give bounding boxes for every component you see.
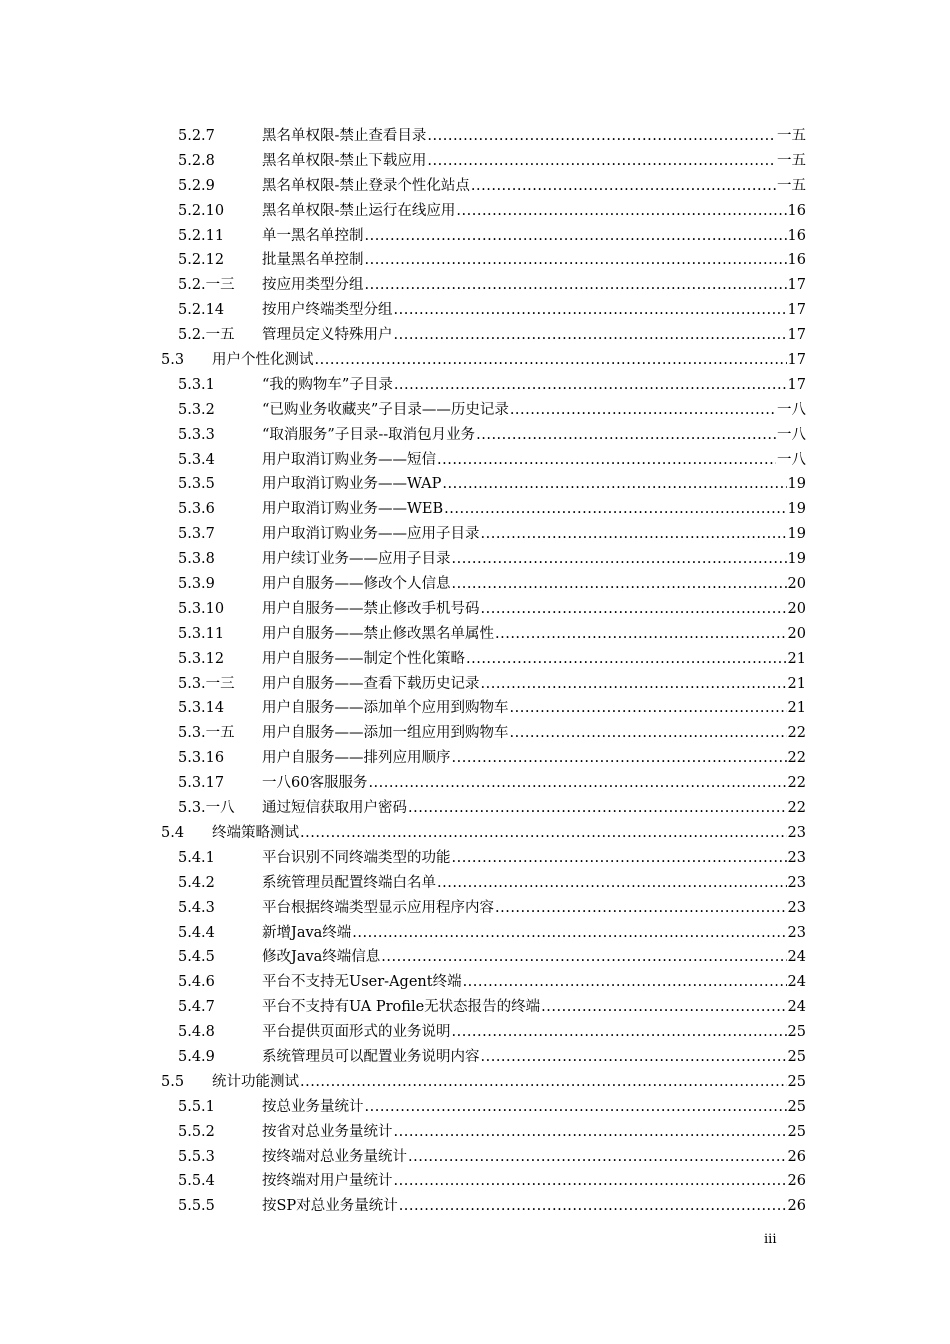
toc-entry-line [262, 1169, 806, 1194]
toc-entry-line [262, 945, 806, 970]
toc-entry-number: 5.3 [161, 352, 185, 369]
toc-entry-page: 25 [787, 1098, 806, 1115]
toc-entry-number: 5.3.一五 [178, 725, 235, 742]
toc-entry-page: 一八 [777, 401, 806, 418]
toc-entry-page: 一五 [777, 128, 806, 144]
toc-entry-number: 5.2.8 [178, 152, 215, 169]
toc-dot-leader [481, 1045, 787, 1070]
toc-entry-title: 用户自服务——查看下载历史记录 [262, 675, 480, 692]
toc-dot-leader [437, 871, 787, 896]
toc-entry-title: 按用户终端类型分组 [262, 302, 393, 319]
toc-entry-line [262, 796, 806, 821]
toc-entry-number: 5.4.5 [178, 949, 215, 966]
toc-entry[interactable] [0, 273, 950, 298]
toc-entry[interactable] [0, 672, 950, 697]
toc-entry-line [262, 1095, 806, 1120]
toc-entry-line [262, 771, 806, 796]
toc-entry-line [262, 323, 806, 348]
toc-entry-title: “取消服务”子目录--取消包月业务 [262, 426, 476, 443]
toc-dot-leader [510, 721, 787, 746]
toc-entry[interactable] [0, 896, 950, 921]
toc-entry-title: 按总业务量统计 [262, 1098, 364, 1115]
toc-dot-leader [476, 423, 776, 448]
toc-dot-leader [315, 348, 787, 373]
toc-entry[interactable] [0, 970, 950, 995]
toc-entry-page: 19 [787, 526, 806, 543]
toc-entry-page: 23 [787, 899, 806, 916]
toc-entry[interactable] [0, 921, 950, 946]
toc-entry-number: 5.5.3 [178, 1148, 215, 1165]
toc-entry-line [262, 547, 806, 572]
toc-entry-page: 21 [787, 700, 806, 717]
toc-entry[interactable] [0, 647, 950, 672]
toc-entry-line [262, 174, 806, 199]
toc-entry-line [262, 423, 806, 448]
toc-entry-line [212, 1070, 806, 1095]
toc-entry-number: 5.3.12 [178, 650, 225, 667]
toc-entry-title: 用户自服务——禁止修改手机号码 [262, 600, 480, 617]
toc-dot-leader [365, 224, 787, 249]
toc-entry-page: 24 [787, 949, 806, 966]
toc-entry-line [262, 746, 806, 771]
toc-entry-number: 5.4.8 [178, 1024, 215, 1041]
toc-entry-page: 24 [787, 974, 806, 991]
toc-dot-leader [394, 323, 787, 348]
toc-entry-line [262, 398, 806, 423]
toc-entry-page: 24 [787, 999, 806, 1016]
toc-entry-title: 黑名单权限-禁止运行在线应用 [262, 202, 456, 219]
toc-entry-page: 17 [787, 327, 806, 344]
toc-entry[interactable] [0, 547, 950, 572]
toc-entry-title: 一八60客服服务 [262, 775, 368, 792]
toc-dot-leader [463, 970, 787, 995]
toc-entry-number: 5.3.6 [178, 501, 215, 518]
toc-entry[interactable] [0, 696, 950, 721]
page-number: iii [764, 1232, 777, 1247]
toc-entry-title: 按应用类型分组 [262, 277, 364, 294]
toc-entry-title: 用户自服务——排列应用顺序 [262, 750, 451, 767]
toc-entry-page: 26 [787, 1148, 806, 1165]
toc-entry-title: 平台不支持有UA Profile无状态报告的终端 [262, 999, 541, 1016]
toc-dot-leader [452, 846, 787, 871]
table-of-contents [0, 124, 950, 1219]
toc-dot-leader [452, 547, 787, 572]
toc-entry[interactable] [0, 1194, 950, 1219]
toc-dot-leader [381, 945, 786, 970]
toc-dot-leader [300, 821, 787, 846]
toc-entry[interactable] [0, 398, 950, 423]
toc-entry-page: 25 [787, 1024, 806, 1041]
toc-entry-title: 用户取消订购业务——短信 [262, 451, 436, 468]
toc-entry-line [212, 348, 806, 373]
toc-dot-leader [368, 771, 786, 796]
toc-entry-number: 5.3.2 [178, 401, 215, 418]
toc-entry-line [262, 995, 806, 1020]
toc-entry-line [262, 846, 806, 871]
toc-entry-title: 按终端对用户量统计 [262, 1173, 393, 1190]
toc-dot-leader [452, 1020, 787, 1045]
toc-entry[interactable] [0, 423, 950, 448]
toc-entry-line [262, 448, 806, 473]
toc-entry-page: 16 [787, 202, 806, 219]
toc-entry-line [262, 572, 806, 597]
toc-dot-leader [365, 273, 787, 298]
toc-entry-page: 一八 [777, 426, 806, 443]
toc-entry-number: 5.3.一八 [178, 800, 235, 817]
toc-dot-leader [427, 124, 776, 149]
toc-entry-number: 5.2.12 [178, 252, 225, 269]
toc-entry-title: 统计功能测试 [212, 1073, 299, 1090]
toc-entry-line [262, 1045, 806, 1070]
toc-entry-number: 5.5.5 [178, 1198, 215, 1215]
toc-dot-leader [510, 398, 776, 423]
toc-dot-leader [456, 199, 786, 224]
toc-entry-number: 5.3.11 [178, 625, 225, 642]
toc-dot-leader [437, 448, 776, 473]
toc-dot-leader [481, 672, 787, 697]
toc-entry-number: 5.2.14 [178, 302, 225, 319]
toc-entry[interactable] [0, 472, 950, 497]
toc-entry-line [262, 248, 806, 273]
toc-entry-title: 用户取消订购业务——WAP [262, 476, 442, 493]
toc-entry-line [262, 696, 806, 721]
toc-entry[interactable] [0, 1169, 950, 1194]
toc-entry-page: 23 [787, 824, 806, 841]
toc-entry-title: 黑名单权限-禁止查看目录 [262, 128, 427, 144]
toc-entry-title: 平台识别不同终端类型的功能 [262, 849, 451, 866]
toc-dot-leader [466, 647, 787, 672]
toc-entry-number: 5.4.2 [178, 874, 215, 891]
toc-entry-line [262, 273, 806, 298]
toc-entry-page: 23 [787, 874, 806, 891]
toc-dot-leader [481, 597, 787, 622]
toc-entry[interactable] [0, 846, 950, 871]
toc-entry-page: 19 [787, 551, 806, 568]
toc-entry-title: 通过短信获取用户密码 [262, 800, 407, 817]
toc-entry[interactable] [0, 746, 950, 771]
toc-entry-title: 用户个性化测试 [212, 352, 314, 369]
toc-entry-title: 按SP对总业务量统计 [262, 1198, 398, 1215]
toc-entry-title: 用户自服务——添加一组应用到购物车 [262, 725, 509, 742]
toc-entry-page: 19 [787, 501, 806, 518]
toc-entry-page: 20 [787, 600, 806, 617]
toc-entry-number: 5.2.10 [178, 202, 225, 219]
toc-entry-line [262, 1194, 806, 1219]
toc-entry-number: 5.2.11 [178, 227, 225, 244]
toc-entry-number: 5.2.一五 [178, 327, 235, 344]
toc-entry-page: 25 [787, 1073, 806, 1090]
toc-dot-leader [481, 522, 787, 547]
toc-entry-title: 用户取消订购业务——应用子目录 [262, 526, 480, 543]
toc-entry-page: 19 [787, 476, 806, 493]
toc-entry-title: 按省对总业务量统计 [262, 1123, 393, 1140]
toc-dot-leader [495, 896, 787, 921]
toc-dot-leader [394, 1120, 787, 1145]
toc-entry-number: 5.3.16 [178, 750, 225, 767]
toc-entry-title: 用户自服务——制定个性化策略 [262, 650, 465, 667]
toc-entry-line [262, 921, 806, 946]
toc-entry-line [262, 298, 806, 323]
toc-entry-page: 20 [787, 625, 806, 642]
toc-dot-leader [452, 746, 787, 771]
toc-entry[interactable] [0, 199, 950, 224]
toc-entry-number: 5.3.7 [178, 526, 215, 543]
toc-entry-page: 22 [787, 800, 806, 817]
toc-entry[interactable] [0, 945, 950, 970]
toc-dot-leader [365, 1095, 787, 1120]
toc-entry-number: 5.2.9 [178, 177, 215, 194]
toc-entry-line [262, 224, 806, 249]
toc-entry-title: 平台根据终端类型显示应用程序内容 [262, 899, 494, 916]
toc-entry[interactable] [0, 224, 950, 249]
toc-dot-leader [300, 1070, 787, 1095]
toc-entry-page: 21 [787, 650, 806, 667]
toc-entry-title: 终端策略测试 [212, 824, 299, 841]
toc-entry[interactable] [0, 448, 950, 473]
toc-dot-leader [510, 696, 787, 721]
toc-entry-page: 17 [787, 302, 806, 319]
toc-entry[interactable] [0, 721, 950, 746]
toc-entry-line [262, 871, 806, 896]
toc-entry-title: 新增Java终端 [262, 924, 352, 941]
toc-dot-leader [408, 796, 787, 821]
toc-entry[interactable] [0, 1145, 950, 1170]
toc-entry-title: 管理员定义特殊用户 [262, 327, 393, 344]
toc-entry-title: 黑名单权限-禁止下载应用 [262, 152, 427, 169]
toc-entry[interactable] [0, 348, 950, 373]
toc-entry-line [262, 199, 806, 224]
toc-entry-line [212, 821, 806, 846]
toc-entry-page: 22 [787, 775, 806, 792]
toc-entry-page: 17 [787, 352, 806, 369]
toc-entry-page: 17 [787, 277, 806, 294]
toc-entry[interactable] [0, 995, 950, 1020]
toc-entry-number: 5.3.8 [178, 551, 215, 568]
toc-entry[interactable] [0, 497, 950, 522]
toc-dot-leader [394, 1169, 787, 1194]
toc-entry-number: 5.3.5 [178, 476, 215, 493]
toc-entry-page: 21 [787, 675, 806, 692]
toc-entry-page: 16 [787, 252, 806, 269]
toc-dot-leader [495, 622, 787, 647]
toc-entry-number: 5.3.9 [178, 576, 215, 593]
toc-entry[interactable] [0, 149, 950, 174]
toc-entry-page: 25 [787, 1048, 806, 1065]
toc-entry-number: 5.4.3 [178, 899, 215, 916]
toc-entry[interactable] [0, 1070, 950, 1095]
toc-entry-title: 系统管理员配置终端白名单 [262, 874, 436, 891]
toc-entry[interactable] [0, 622, 950, 647]
toc-entry-title: 批量黑名单控制 [262, 252, 364, 269]
toc-entry-number: 5.4.7 [178, 999, 215, 1016]
toc-entry-page: 16 [787, 227, 806, 244]
toc-entry-title: 用户取消订购业务——WEB [262, 501, 444, 518]
toc-entry-title: 用户自服务——禁止修改黑名单属性 [262, 625, 494, 642]
toc-entry[interactable] [0, 1120, 950, 1145]
toc-dot-leader [399, 1194, 787, 1219]
toc-entry-line [262, 522, 806, 547]
toc-entry-title: 修改Java终端信息 [262, 949, 381, 966]
toc-entry-number: 5.4.9 [178, 1048, 215, 1065]
toc-entry-line [262, 124, 806, 149]
toc-entry[interactable] [0, 248, 950, 273]
toc-entry-number: 5.3.一三 [178, 675, 235, 692]
toc-entry-line [262, 1145, 806, 1170]
toc-dot-leader [365, 248, 787, 273]
toc-entry-line [262, 373, 806, 398]
toc-entry-line [262, 497, 806, 522]
toc-entry-page: 25 [787, 1123, 806, 1140]
toc-entry-page: 22 [787, 750, 806, 767]
toc-entry-title: 用户自服务——添加单个应用到购物车 [262, 700, 509, 717]
toc-entry-number: 5.3.17 [178, 775, 225, 792]
toc-entry-page: 17 [787, 376, 806, 393]
toc-entry-line [262, 1120, 806, 1145]
toc-dot-leader [427, 149, 776, 174]
toc-entry-title: 用户自服务——修改个人信息 [262, 576, 451, 593]
toc-entry[interactable] [0, 124, 950, 149]
toc-entry-line [262, 1020, 806, 1045]
toc-entry-number: 5.3.14 [178, 700, 225, 717]
toc-entry[interactable] [0, 522, 950, 547]
toc-entry-number: 5.5.4 [178, 1173, 215, 1190]
toc-entry[interactable] [0, 298, 950, 323]
toc-entry-title: “已购业务收藏夹”子目录——历史记录 [262, 401, 509, 418]
toc-entry[interactable] [0, 1020, 950, 1045]
toc-dot-leader [408, 1145, 787, 1170]
toc-entry-page: 一五 [777, 177, 806, 194]
toc-entry-title: 用户续订业务——应用子目录 [262, 551, 451, 568]
toc-dot-leader [444, 497, 786, 522]
toc-entry-number: 5.4.6 [178, 974, 215, 991]
toc-entry-title: 系统管理员可以配置业务说明内容 [262, 1048, 480, 1065]
toc-dot-leader [352, 921, 786, 946]
toc-entry-page: 26 [787, 1198, 806, 1215]
toc-entry-page: 20 [787, 576, 806, 593]
toc-entry-page: 23 [787, 849, 806, 866]
toc-entry[interactable] [0, 771, 950, 796]
toc-entry-line [262, 896, 806, 921]
toc-entry-title: 平台提供页面形式的业务说明 [262, 1024, 451, 1041]
toc-entry-line [262, 149, 806, 174]
toc-entry[interactable] [0, 1045, 950, 1070]
toc-dot-leader [394, 373, 787, 398]
toc-entry-page: 一五 [777, 152, 806, 169]
toc-entry-line [262, 672, 806, 697]
toc-entry-line [262, 647, 806, 672]
toc-entry-number: 5.2.一三 [178, 277, 235, 294]
toc-entry-number: 5.3.3 [178, 426, 215, 443]
toc-entry-line [262, 721, 806, 746]
toc-entry-title: 黑名单权限-禁止登录个性化站点 [262, 177, 470, 194]
toc-entry-number: 5.3.1 [178, 376, 215, 393]
toc-entry-number: 5.5 [161, 1073, 185, 1090]
toc-entry-title: 按终端对总业务量统计 [262, 1148, 407, 1165]
toc-entry[interactable] [0, 821, 950, 846]
toc-entry-line [262, 622, 806, 647]
toc-entry-number: 5.3.4 [178, 451, 215, 468]
toc-entry[interactable] [0, 323, 950, 348]
toc-entry-line [262, 970, 806, 995]
toc-entry[interactable] [0, 174, 950, 199]
toc-entry[interactable] [0, 796, 950, 821]
toc-entry-page: 一八 [777, 451, 806, 468]
toc-entry[interactable] [0, 871, 950, 896]
toc-entry-page: 23 [787, 924, 806, 941]
toc-entry-number: 5.2.7 [178, 128, 215, 144]
toc-entry-page: 26 [787, 1173, 806, 1190]
toc-entry-line [262, 472, 806, 497]
toc-dot-leader [394, 298, 787, 323]
toc-entry-number: 5.4.4 [178, 924, 215, 941]
toc-entry-title: 单一黑名单控制 [262, 227, 364, 244]
toc-entry[interactable] [0, 597, 950, 622]
toc-entry-title: “我的购物车”子目录 [262, 376, 393, 393]
toc-entry-line [262, 597, 806, 622]
toc-entry-number: 5.5.1 [178, 1098, 215, 1115]
toc-entry-number: 5.4.1 [178, 849, 215, 866]
toc-dot-leader [452, 572, 787, 597]
toc-dot-leader [471, 174, 776, 199]
toc-entry-page: 22 [787, 725, 806, 742]
toc-dot-leader [541, 995, 786, 1020]
toc-entry[interactable] [0, 1095, 950, 1120]
toc-entry-number: 5.3.10 [178, 600, 225, 617]
toc-entry-title: 平台不支持无User-Agent终端 [262, 974, 462, 991]
toc-dot-leader [442, 472, 786, 497]
toc-entry-number: 5.4 [161, 824, 185, 841]
toc-entry-number: 5.5.2 [178, 1123, 215, 1140]
toc-entry[interactable] [0, 373, 950, 398]
toc-entry[interactable] [0, 572, 950, 597]
